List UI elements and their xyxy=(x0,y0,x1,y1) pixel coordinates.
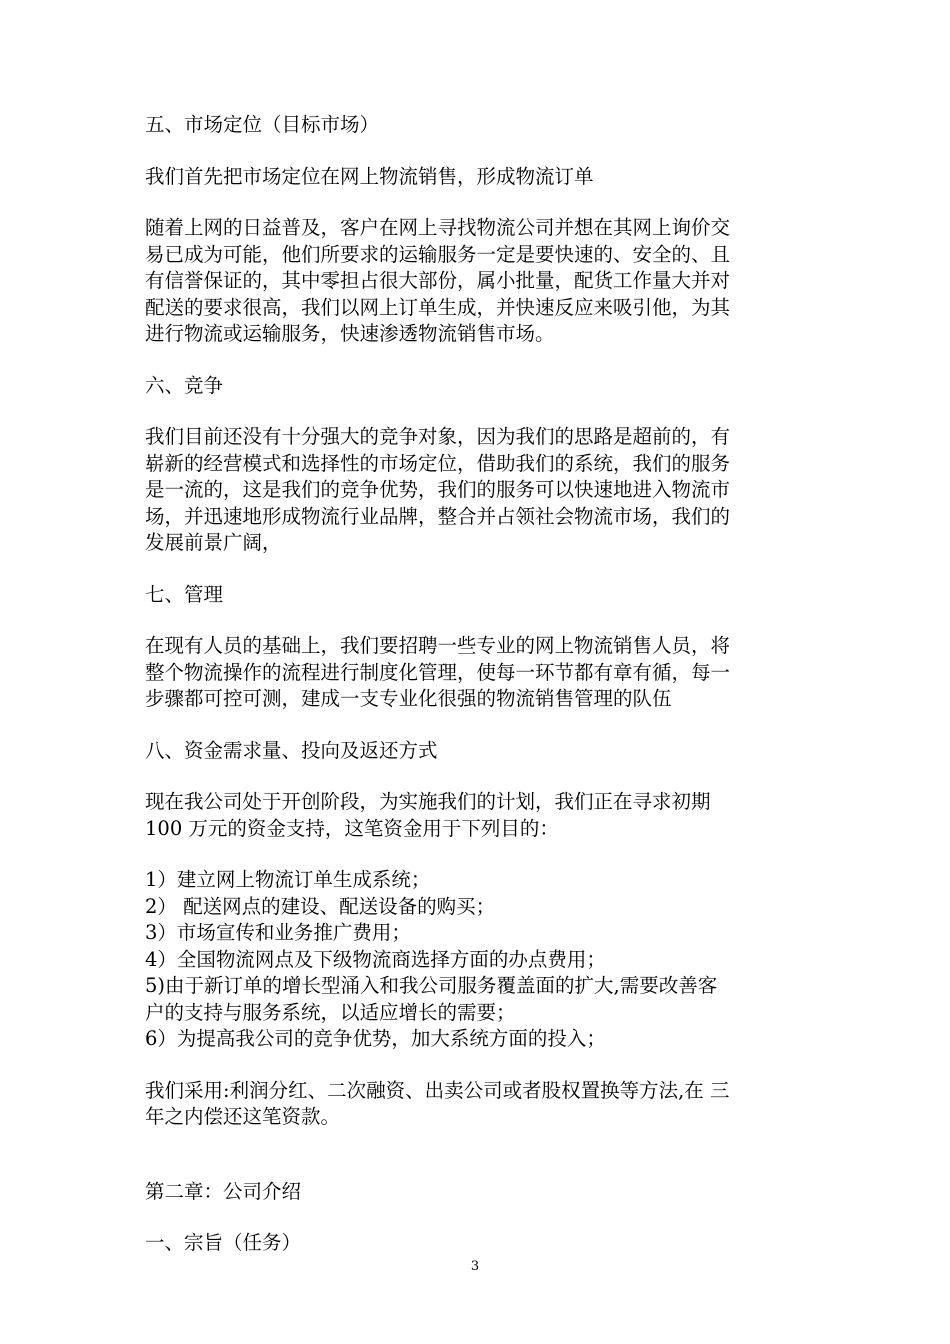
section-8-closing xyxy=(145,1078,810,1131)
funding-use-list xyxy=(145,867,810,1053)
section-5-intro: 我们首先把市场定位在网上物流销售，形成物流订单 xyxy=(145,164,594,188)
paragraph-line: 有信誉保证的，其中零担占很大部份，属小批量，配货工作量大并对 xyxy=(145,269,731,292)
document-page xyxy=(145,112,810,1257)
paragraph-line: 步骤都可控可测，建成一支专业化很强的物流销售管理的队伍 xyxy=(145,687,672,710)
section-5-paragraph xyxy=(145,215,810,348)
list-item: 4）全国物流网点及下级物流商选择方面的办点费用； xyxy=(145,947,606,971)
paragraph-line: 发展前景广阔， xyxy=(145,531,282,554)
paragraph-line: 现在我公司处于开创阶段，为实施我们的计划，我们正在寻求初期 xyxy=(145,790,711,813)
section-6-heading: 六、竞争 xyxy=(145,373,224,397)
paragraph-line: 整个物流操作的流程进行制度化管理，使每一环节都有章有循，每一 xyxy=(145,660,731,684)
paragraph-line: 场，并迅速地形成物流行业品牌，整合并占领社会物流市场，我们的 xyxy=(145,504,731,528)
paragraph-line: 易已成为可能，他们所要求的运输服务一定是要快速的、安全的、且 xyxy=(145,242,731,266)
paragraph-line: 随着上网的日益普及，客户在网上寻找物流公司并想在其网上询价交 xyxy=(145,216,731,239)
paragraph-line: 在现有人员的基础上，我们要招聘一些专业的网上物流销售人员，将 xyxy=(145,634,731,657)
section-8-intro xyxy=(145,789,810,842)
list-item: 户的支持与服务系统，以适应增长的需要； xyxy=(145,1000,516,1024)
list-item: 5)由于新订单的增长型涌入和我公司服务覆盖面的扩大,需要改善客 xyxy=(145,974,718,997)
section-5-heading: 五、市场定位（目标市场） xyxy=(145,113,380,136)
paragraph-line: 100 万元的资金支持，这笔资金用于下列目的： xyxy=(145,816,559,840)
paragraph-line: 年之内偿还这笔资款。 xyxy=(145,1105,341,1128)
chapter-2-title: 第二章：公司介绍 xyxy=(145,1179,302,1203)
page-number: 3 xyxy=(470,1259,480,1274)
list-item: 3）市场宣传和业务推广费用； xyxy=(145,921,411,944)
list-item: 2） 配送网点的建设、配送设备的购买； xyxy=(145,894,496,918)
paragraph-line: 我们采用:利润分红、二次融资、出卖公司或者股权置换等方法,在 三 xyxy=(145,1078,730,1102)
paragraph-line: 是一流的，这是我们的竞争优势，我们的服务可以快速地进入物流市 xyxy=(145,478,731,501)
section-6-paragraph xyxy=(145,424,810,557)
section-8-heading: 八、资金需求量、投向及返还方式 xyxy=(145,738,438,762)
paragraph-line: 我们目前还没有十分强大的竞争对象，因为我们的思路是超前的，有 xyxy=(145,425,731,448)
list-item: 1）建立网上物流订单生成系统； xyxy=(145,868,431,891)
section-7-heading: 七、管理 xyxy=(145,582,224,606)
section-7-paragraph xyxy=(145,633,810,713)
paragraph-line: 进行物流或运输服务，快速渗透物流销售市场。 xyxy=(145,322,555,345)
paragraph-line: 配送的要求很高，我们以网上订单生成，并快速反应来吸引他，为其 xyxy=(145,295,731,319)
list-item: 6）为提高我公司的竞争优势，加大系统方面的投入； xyxy=(145,1027,606,1050)
chapter-2-section-1-heading: 一、宗旨（任务） xyxy=(145,1231,302,1254)
paragraph-line: 崭新的经营模式和选择性的市场定位，借助我们的系统，我们的服务 xyxy=(145,451,731,475)
